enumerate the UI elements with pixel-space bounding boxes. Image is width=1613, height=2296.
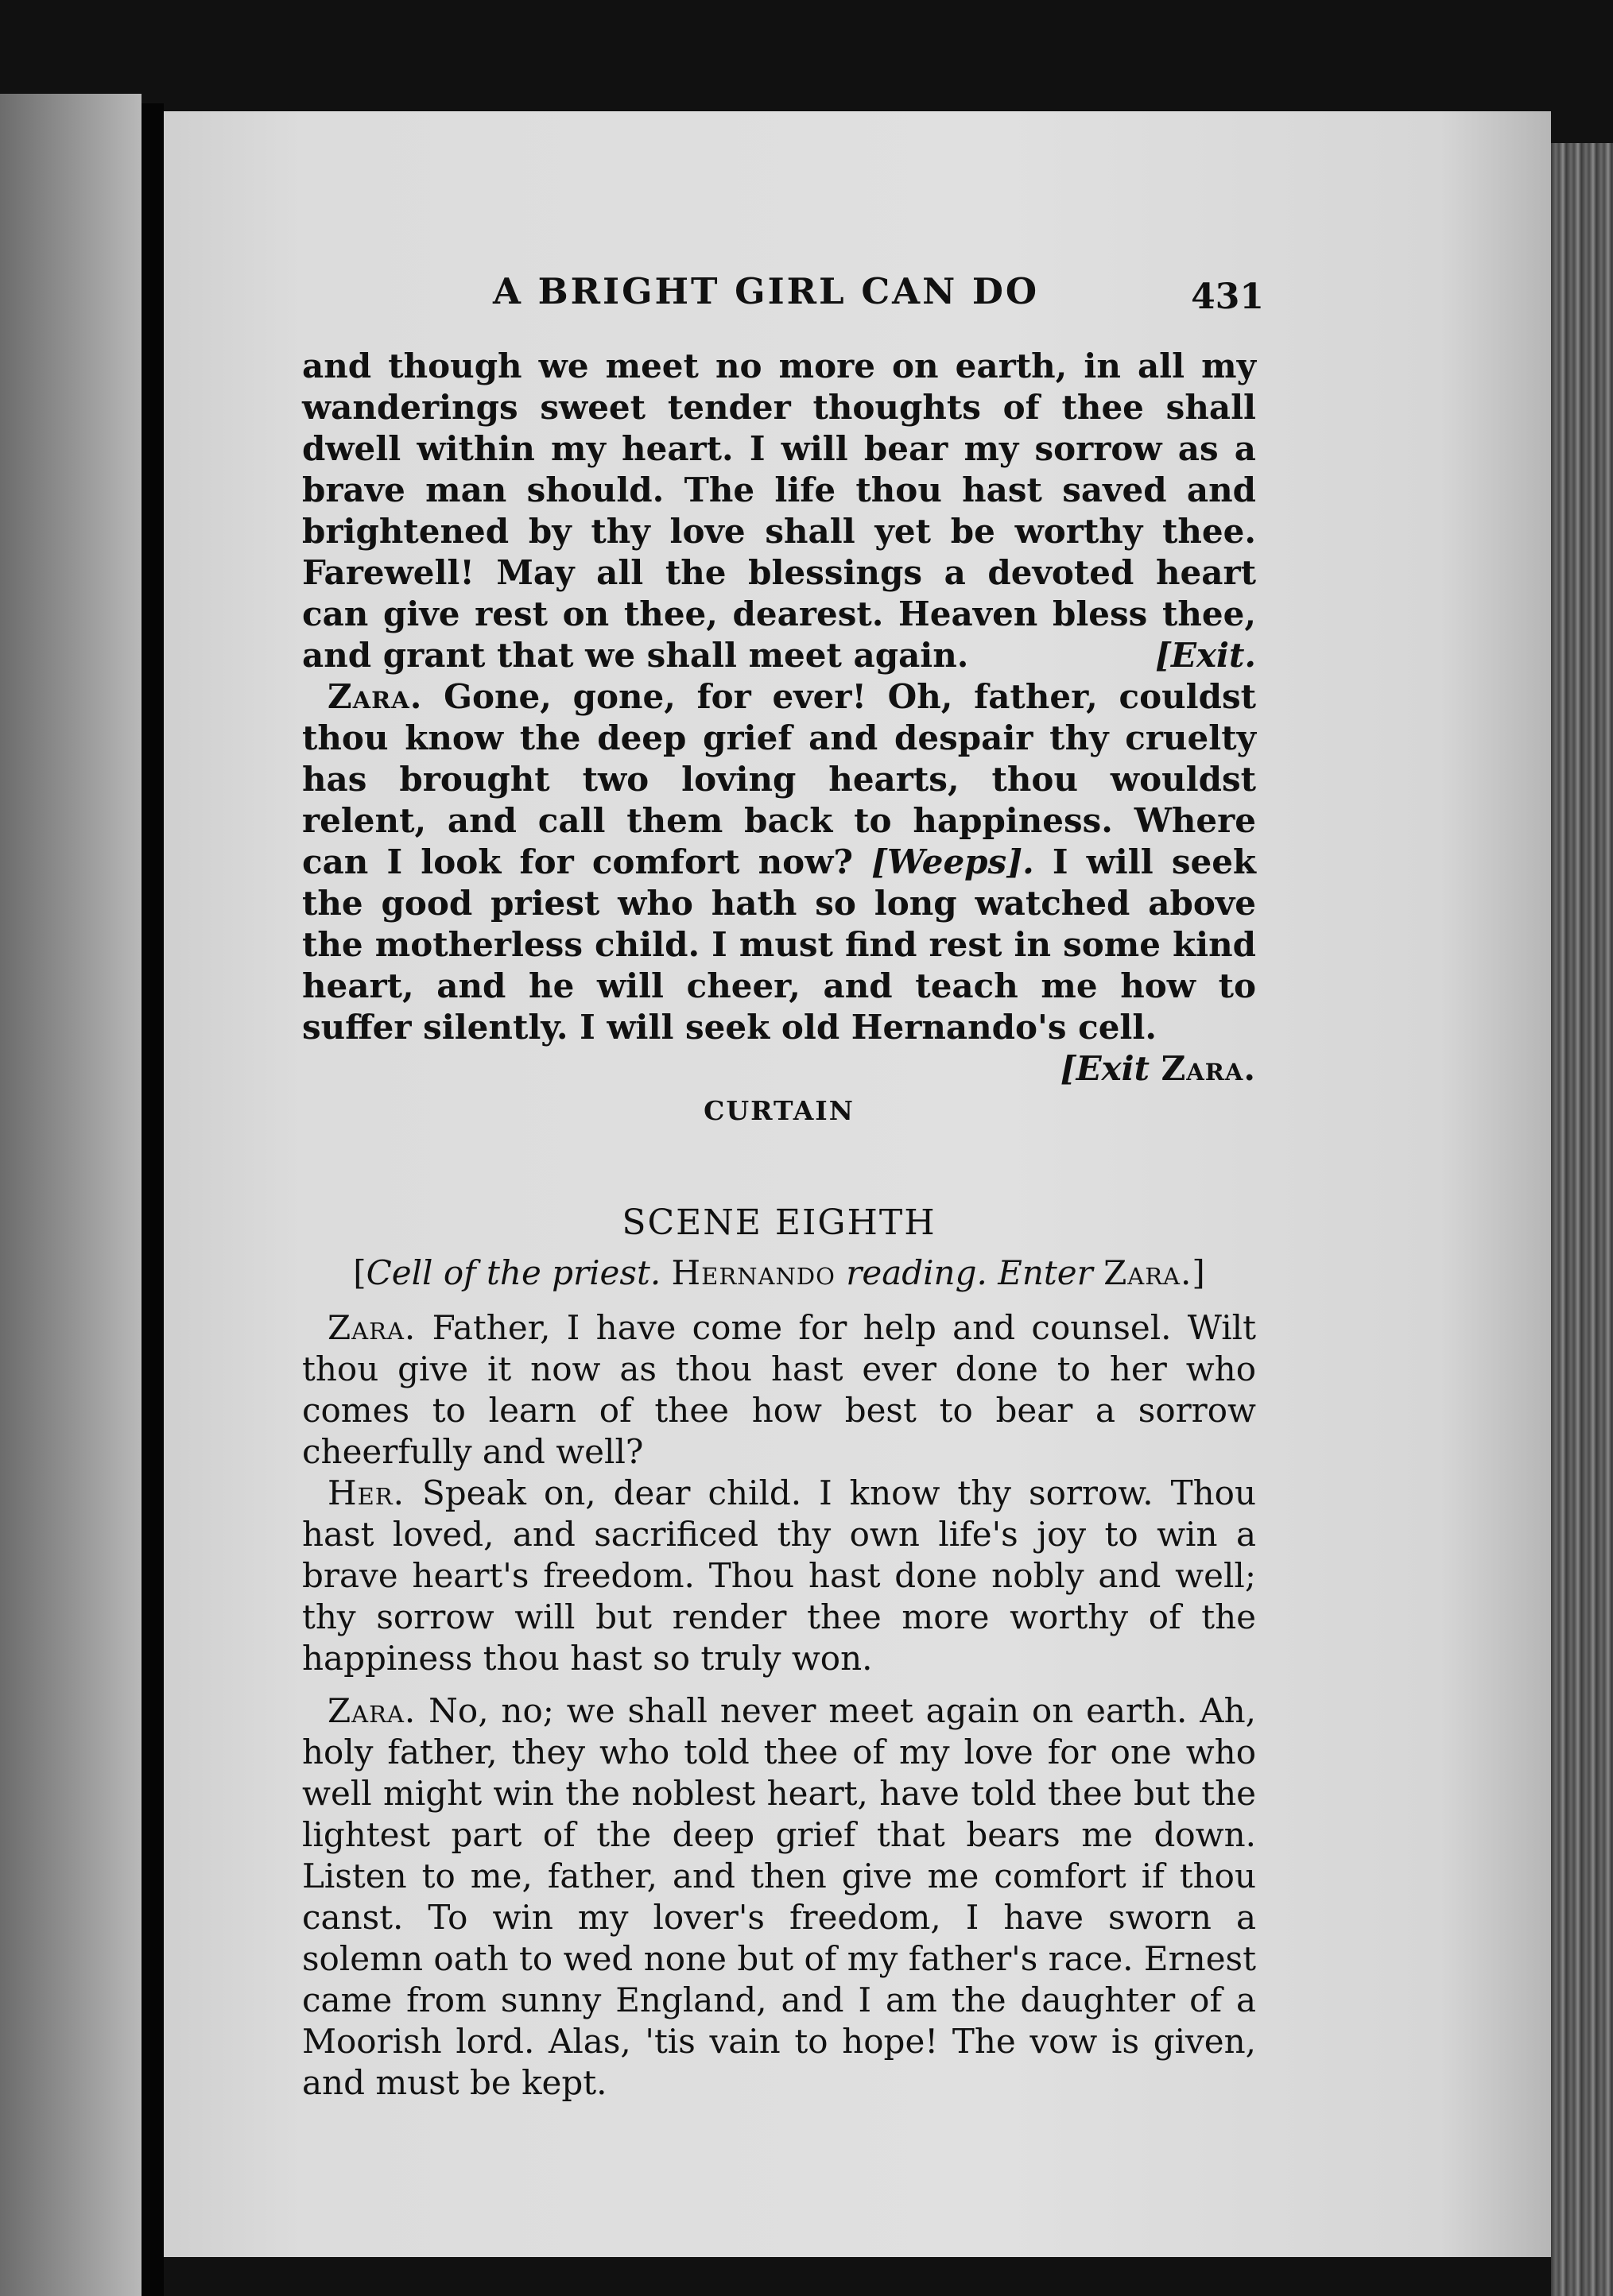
speaker-label: Her.	[328, 1473, 405, 1512]
exit-name: Zara.	[1161, 1049, 1256, 1088]
continued-speech	[302, 346, 1256, 676]
dialogue-text: Father, I have come for help and counsel. Wilt thou give it now as thou hast ever done to her who comes to learn of thee how best to bear a sorrow cheerfully and well?	[302, 1308, 1256, 1471]
book-gutter	[142, 103, 164, 2296]
zara-speech	[302, 676, 1256, 1048]
scene-heading: SCENE EIGHTH	[622, 1202, 936, 1243]
stage-setting: Cell of the priest.	[366, 1253, 661, 1292]
bracket-open: [	[353, 1253, 366, 1292]
paragraph-gap	[302, 1679, 1256, 1690]
running-title: A BRIGHT GIRL CAN DO	[493, 270, 1040, 312]
speaker-label: Zara.	[328, 677, 423, 716]
continued-speech-text: and though we meet no more on earth, in all my wanderings sweet tender thoughts of thee shall dwell within my heart. I will bear my sorrow as a brave man should. The life thou hast saved and brightened by thy love shall yet be worthy thee. Farewell! May all the blessings a devoted heart can give rest on thee, dearest. Heaven bless thee, and grant that we shall meet again.	[302, 347, 1256, 675]
curtain-label: CURTAIN	[704, 1095, 855, 1126]
stage-name-zara: Zara.	[1103, 1253, 1192, 1292]
left-facing-page-edge	[0, 94, 142, 2296]
scene-stage-direction	[302, 1250, 1256, 1296]
dialogue-text: Speak on, dear child. I know thy sorrow. Thou hast loved, and sacrificed thy own life's joy to win a brave heart's freedom. Thou hast done nobly and well; thy sorrow will but render thee more worthy of the happiness thou hast so truly won.	[302, 1473, 1256, 1678]
stage-name-hernando: Hernando	[671, 1253, 836, 1292]
stage-enter: Enter	[998, 1253, 1093, 1292]
page-number: 431	[1191, 277, 1264, 317]
dialogue-line	[302, 1307, 1256, 1473]
bracket-close: ]	[1192, 1253, 1205, 1292]
speaker-label: Zara.	[328, 1308, 417, 1347]
speaker-label: Zara.	[328, 1691, 417, 1730]
page-body	[302, 346, 1256, 2104]
exit-direction: [Exit.	[1155, 636, 1256, 675]
running-head	[302, 262, 1264, 318]
exit-zara-direction	[302, 1048, 1256, 1090]
stage-action: reading.	[846, 1253, 987, 1292]
dialogue-line	[302, 1473, 1256, 1679]
exit-word: [Exit	[1060, 1049, 1150, 1088]
speech-text-continued: I will seek the good priest who hath so long watched above the motherless child. I must find rest in some kind heart, and he will cheer, and teach me how to suffer silently. I will seek old Hernando's cell.	[302, 842, 1257, 1047]
stage-direction-weeps: [Weeps].	[871, 842, 1034, 881]
speech-text: Gone, gone, for ever! Oh, father, couldst thou know the deep grief and despair thy cruelty has brought two loving hearts, thou wouldst relent, and call them back to happiness. Where can I look for comfort now?	[302, 677, 1256, 881]
dialogue-line	[302, 1690, 1256, 2104]
dialogue-text: No, no; we shall never meet again on earth. Ah, holy father, they who told thee of my love for one who well might win the noblest heart, have told thee but the lightest part of the deep grief that bears me down. Listen to me, father, and then give me comfort if thou canst. To win my lover's freedom, I have sworn a solemn oath to wed none but of my father's race. Ernest came from sunny England, and I am the daughter of a Moorish lord. Alas, 'tis vain to hope! The vow is given, and must be kept.	[302, 1691, 1256, 2102]
page-stack-edge	[1551, 143, 1613, 2296]
